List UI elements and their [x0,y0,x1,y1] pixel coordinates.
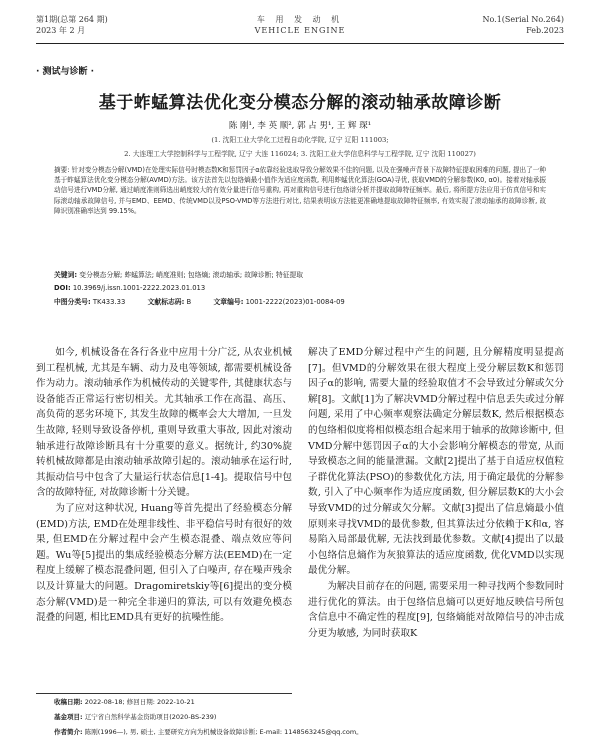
doc-code-value: B [186,298,192,306]
class-label: 中图分类号: [54,298,91,306]
fund-label: 基金项目: [54,713,83,721]
article-no-label: 文章编号: [213,298,244,306]
affiliation-2: 2. 大连理工大学控制科学与工程学院, 辽宁 大连 116024; 3. 沈阳工业大学信息科学与工程学院, 辽宁 沈阳 110027) [124,150,476,158]
header-divider [36,43,564,44]
doi-line [54,283,546,293]
header-serial [482,14,564,36]
received-label: 收稿日期: [54,698,83,706]
doi-label: DOI: [54,284,71,292]
footnote-received [54,697,564,706]
affiliation-1: (1. 沈阳工业大学化工过程自动化学院, 辽宁 辽阳 111003; [211,136,389,144]
body-paragraph: 如今, 机械设备在各行各业中应用十分广泛, 从农业机械到工程机械, 尤其是车辆、动力及电等领域, 都需要机械设备作为动力。滚动轴承作为机械传动的关键零件, 其健康状态与设备能否正常运行密切相关。尤其轴承工作在高温、高压、高负荷的恶劣环境下, 其发生故障的概率会大大增加, 一旦发生故障, 轻则导致设备停机, 重则导致重大事故, 因此对滚动轴承进行故障诊断具有十分重要的意义。据统计, 约30%旋转机械故障都是由滚动轴承故障引起的。滚动轴承在运行时, 其振动信号中包含了大量运行状态信息[1-4]。提取信号中包含的故障特征, 对故障诊断十分关键。 [36,347,292,499]
journal-name-en: VEHICLE ENGINE [254,26,346,35]
header-issue-date: 2023 年 2 月 [36,26,86,35]
classification-line [54,297,546,307]
body-paragraph: 为了应对这种状况, Huang等首先提出了经验模态分解(EMD)方法, EMD在处理非线性、非平稳信号时有很好的效果, 但EMD在分解过程中会产生模态混叠、端点效应等问题。Wu等[5]提出的集成经验模态分解方法(EEMD)在一定程度上缓解了模态混叠问题, 但引入了白噪声, 存在噪声残余以及计算量大的问题。Dragomiretskiy等[6]提出的变分模态分解(VMD)是一种完全非递归的算法, 可以有效避免模态混叠的问题, 相比EMD具有更好的抗噪性能。 [36,502,292,624]
author-list: 陈 刚¹, 李 英 顺², 郭 占 男¹, 王 辉 琛¹ [228,121,372,131]
keywords-text: 变分模态分解; 蚱蜢算法; 峭度准则; 包络熵; 滚动轴承; 故障诊断; 特征提取 [79,271,304,279]
keywords-line [54,270,546,280]
paper-title: 基于蚱蜢算法优化变分模态分解的滚动轴承故障诊断 [98,93,502,113]
body-paragraph: 解决了EMD分解过程中产生的问题, 且分解精度明显提高[7]。但VMD的分解效果在很大程度上受分解层数K和惩罚因子α的影响, 需要大量的经验取值才不会导致过分解或欠分解[8]。文献[1]为了解决VMD分解过程中信息丢失或过分解问题, 采用了中心频率观察法确定分解层数K, 然后根据模态的包络相似度将相似模态组合起来用于轴承的故障诊断中, 但VMD分解中惩罚因子α的大小会影响分解模态的带宽, 从而导致模态之间的能量泄漏。文献[2]提出了基于自适应权值粒子群优化算法(PSO)的参数优化方法, 用于确定最优的分解参数, 引入了中心频率作为适应度函数, 但分解层数K的大小会导致VMD的过分解或欠分解。文献[3]提出了信息熵最小值原则来寻找VMD的最优参数, 但其算法过分依赖于K和α, 容易陷入局部最优解, 无法找到最优参数。文献[4]提出了以最小包络信息熵作为灰狼算法的适应度函数, 优化VMD以实现最优分解。 [308,347,564,577]
footnote-divider [36,693,292,694]
header-serial-number: No.1(Serial No.264) [482,15,564,24]
abstract: 摘要: 针对变分模态分解(VMD)在处理实际信号时模态数K和惩罚因子α依靠经验选取导致分解效果不佳的问题, 以及在强噪声背景下故障特征提取困难的问题, 提出了一种基于蚱蜢算法优化变分模态分解(AVMD)方法。该方法首先以包络熵最小值作为适应度函数, 利用蚱蜢优化算法(GOA)寻优, 获取VMD的分解参数(K0, α0)。接着对轴承振动信号进行VMD分解, 通过峭度准则筛选出峭度较大的有效分量进行信号重构, 再对重构信号进行包络谱分析并提取故障特征频率。最后, 将所提方法应用于仿真信号和实际滚动轴承故障信号, 并与EMD、EEMD、传统VMD以及PSO-VMD等方法进行对比, 结果表明该方法能更准确地提取故障特征频率, 有效实现了滚动轴承的故障诊断, 故障识别准确率达到 99.15%。 [54,166,546,215]
body-column-left [36,345,292,626]
author-bio-label: 作者简介: [54,728,83,736]
article-no-value: 1001-2222(2023)01-0084-09 [245,298,345,306]
footnote-author [54,727,564,736]
footnote-fund [54,712,564,721]
class-value: TK433.33 [92,298,126,306]
header-month: Feb.2023 [526,26,564,35]
keywords-label: 关键词: [54,271,78,279]
journal-name-cn: 车 用 发 动 机 [256,15,344,24]
running-header [36,14,564,40]
doi-value: 10.3969/j.issn.1001-2222.2023.01.013 [72,284,206,292]
body-column-right [308,345,564,641]
section-label: · 测试与诊断 · [36,67,95,77]
fund-text: 辽宁省自然科学基金资助项目(2020-BS-239) [84,713,217,721]
received-dates: 2022-08-18; 修回日期: 2022-10-21 [84,698,195,706]
doc-code-label: 文献标志码: [147,298,185,306]
header-issue-number: 第1期(总第 264 期) [36,15,108,24]
body-paragraph: 为解决目前存在的问题, 需要采用一种寻找两个参数同时进行优化的算法。由于包络信息熵可以更好地反映信号所包含信息中不确定性的程度[9], 包络熵能对故障信号的冲击成分更为敏感, 为同时获取K [308,580,564,639]
author-bio-text: 陈刚(1996—), 男, 硕士, 主要研究方向为机械设备故障诊断; E-mail: 1148563245@qq.com。 [84,728,363,736]
